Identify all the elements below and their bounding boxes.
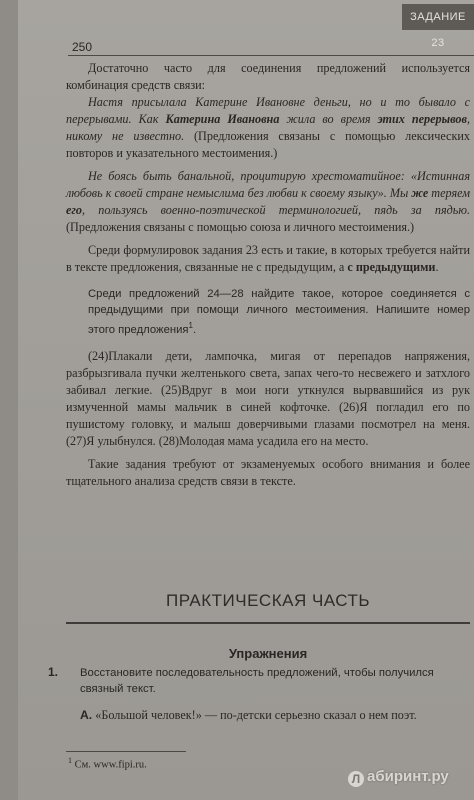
- exercise-1: [48, 665, 470, 697]
- paragraph-conclusion: Такие задания требуют от экзаменуемых особого внимания и более тщательного анализа средств связи в тексте.: [66, 456, 470, 488]
- subsection-title: Упражнения: [228, 646, 308, 661]
- page-number: 250: [72, 40, 93, 54]
- exercise-text: Восстановите последовательность предложений, чтобы получился связный текст.: [80, 667, 434, 695]
- paragraph-formulations: Среди формулировок задания 23 есть и такие, в которых требуется найти в тексте предложения, связанные не с предыдущим, а с предыдущими.: [66, 243, 470, 274]
- watermark: Л абиринт.ру: [348, 768, 449, 787]
- labirint-logo-icon: Л: [348, 771, 364, 787]
- example-2: Не боясь быть банальной, процитирую хрестоматийное: «Истинная любовь к своей стране немыслима без любви к своему языку». Мы же теряем его, пользуясь военно-поэтической терминологией, пядь за пядью. (Предложения связаны с помощью союза и личного местоимения.): [66, 169, 470, 234]
- paragraph-intro: Достаточно часто для соединения предложений используется комбинация средств связи:: [66, 61, 470, 92]
- exercise-item-a: А. «Большой человек!» — по-детски серьезно сказал о нем поэт.: [80, 708, 417, 722]
- passage-text: (24)Плакали дети, лампочка, мигая от перепадов напряжения, разбрызгивала пучки желтенького света, запах чего-то несвежего и затхлого забивал легкие. (25)Вдруг в мои ноги уткнулся вырвавшийся из рук измученной мамы мальчик в синей кофточке. (26)Я погладил его по пушистому головку, и малыш доверчивыми глазами посмотрел на меня. (27)Я улыбнулся. (28)Молодая мама усадила его на место.: [66, 348, 470, 448]
- example-1: Настя присылала Катерине Ивановне деньги, но и то бывало с перерывами. Как Катерина Ивановна жила во время этих перерывов, никому не известно. (Предложения связаны с помощью лексических повторов и указательного местоимения.): [66, 95, 470, 160]
- book-page: [18, 0, 474, 800]
- footnote-rule: [66, 751, 186, 752]
- section-title: ПРАКТИЧЕСКАЯ ЧАСТЬ: [165, 591, 370, 610]
- footnote: $^1$ См. www.fipi.ru.: [68, 756, 147, 771]
- exercise-number: 1.: [48, 665, 59, 679]
- header-rule: [68, 55, 474, 56]
- main-text: [66, 60, 470, 490]
- chapter-tab: ЗАДАНИЕ 23: [402, 4, 474, 30]
- task-statement: Среди предложений 24—28 найдите такое, которое соединяется с предыдущими при помощи личного местоимения. Напишите номер этого предложения$^1$.: [88, 288, 470, 336]
- section-rule: [66, 622, 470, 624]
